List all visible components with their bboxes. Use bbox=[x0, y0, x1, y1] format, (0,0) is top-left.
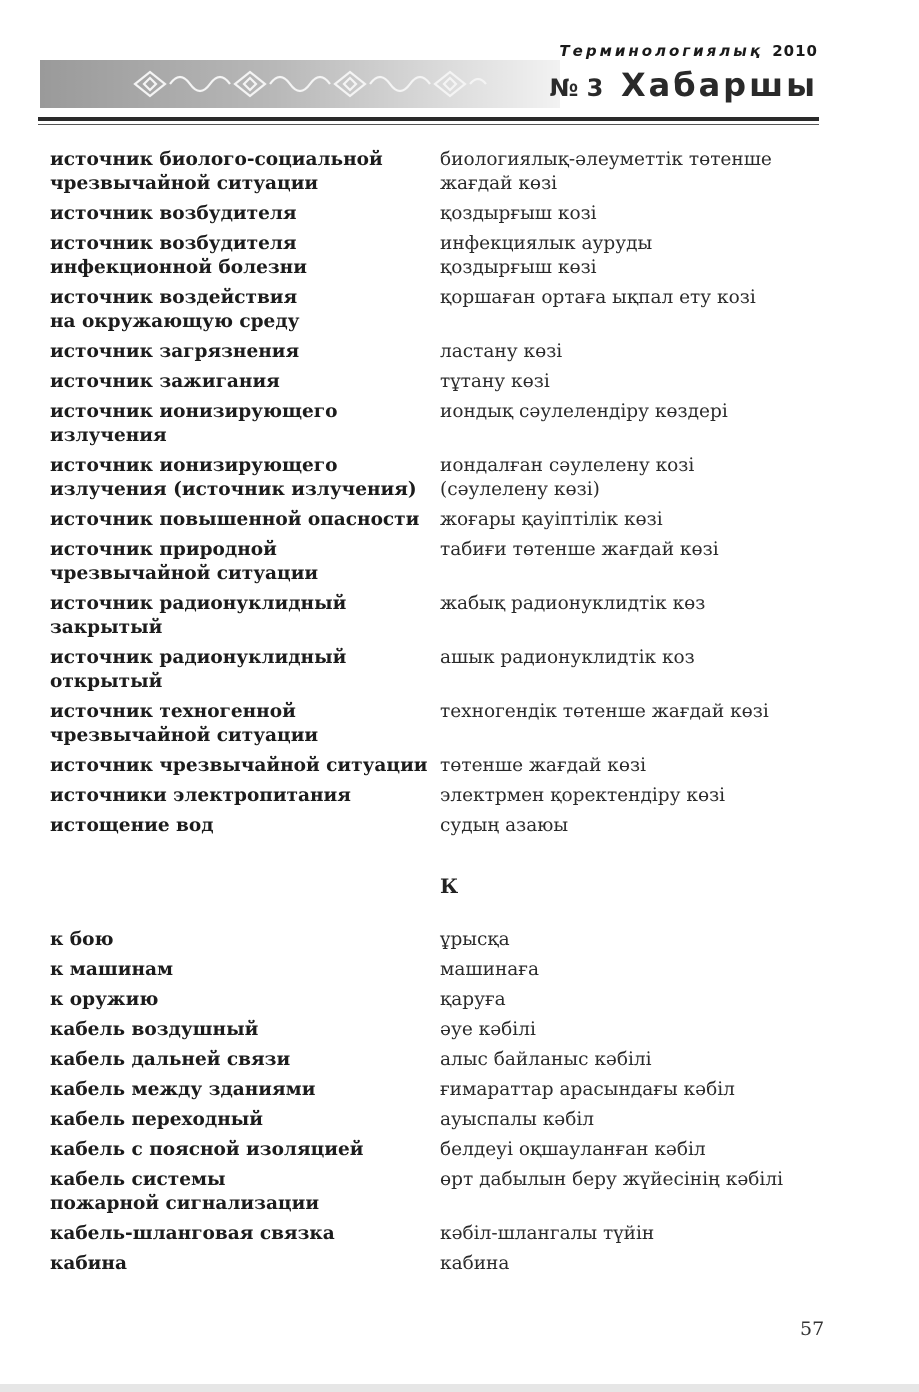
term-russian: кабель воздушный bbox=[50, 1019, 259, 1040]
term-russian: истощение вод bbox=[50, 815, 214, 836]
kazakh-ornament-icon bbox=[130, 66, 490, 102]
term-russian: к машинам bbox=[50, 959, 174, 980]
term-kazakh: ұрысқа bbox=[440, 929, 510, 950]
term-kazakh: биологиялық-әлеуметтік төтенше жағдай көзі bbox=[440, 149, 772, 194]
term-russian: к оружию bbox=[50, 989, 159, 1010]
term-russian: источник ионизирующего излучения bbox=[50, 401, 338, 446]
term-russian: источник радионуклидный закрытый bbox=[50, 593, 347, 638]
glossary-entry bbox=[50, 340, 830, 364]
glossary-entry bbox=[50, 370, 830, 394]
term-kazakh: иондалған сәулелену козі (сәулелену көзі) bbox=[440, 455, 695, 500]
glossary-entry bbox=[50, 232, 830, 280]
term-russian: источник биолого-социальной чрезвычайной ситуации bbox=[50, 149, 383, 194]
term-russian: источник воздействия на окружающую среду bbox=[50, 287, 300, 332]
glossary-entry bbox=[50, 928, 830, 952]
page-header bbox=[0, 0, 919, 130]
term-russian: источник радионуклидный открытый bbox=[50, 647, 347, 692]
glossary-entry bbox=[50, 1018, 830, 1042]
term-kazakh: өрт дабылын беру жүйесінің кәбілі bbox=[440, 1169, 784, 1190]
glossary-entry bbox=[50, 1108, 830, 1132]
term-russian: источники электропитания bbox=[50, 785, 351, 806]
term-russian: источник техногенной чрезвычайной ситуации bbox=[50, 701, 319, 746]
term-kazakh: инфекциялык ауруды қоздырғыш көзі bbox=[440, 233, 653, 278]
term-russian: кабина bbox=[50, 1253, 127, 1274]
term-russian: кабель системы пожарной сигнализации bbox=[50, 1169, 320, 1214]
term-kazakh: қоздырғыш козі bbox=[440, 203, 597, 224]
term-russian: источник чрезвычайной ситуации bbox=[50, 755, 428, 776]
glossary-entry bbox=[50, 400, 830, 448]
term-kazakh: жабық радионуклидтік көз bbox=[440, 593, 706, 614]
glossary-entry bbox=[50, 1048, 830, 1072]
glossary-entry bbox=[50, 1252, 830, 1276]
term-russian: источник природной чрезвычайной ситуации bbox=[50, 539, 319, 584]
issue-title: Хабаршы bbox=[620, 66, 818, 104]
glossary-entry bbox=[50, 508, 830, 532]
glossary-entry bbox=[50, 592, 830, 640]
term-kazakh: ластану көзі bbox=[440, 341, 563, 362]
term-kazakh: ашык радионуклидтік коз bbox=[440, 647, 695, 668]
glossary-entry bbox=[50, 1078, 830, 1102]
glossary-entry bbox=[50, 202, 830, 226]
glossary-entry bbox=[50, 454, 830, 502]
glossary-entry bbox=[50, 1168, 830, 1216]
header-rule-thin bbox=[38, 124, 819, 125]
glossary-section-i bbox=[50, 148, 830, 844]
glossary-entry bbox=[50, 1138, 830, 1162]
term-russian: источник возбудителя bbox=[50, 203, 297, 224]
term-kazakh: қоршаған ортаға ықпал ету козі bbox=[440, 287, 756, 308]
scan-bottom-edge bbox=[0, 1384, 919, 1392]
term-kazakh: жоғары қауіптілік көзі bbox=[440, 509, 663, 530]
term-kazakh: техногендік төтенше жағдай көзі bbox=[440, 701, 769, 722]
term-russian: источник ионизирующего излучения (источник излучения) bbox=[50, 455, 417, 500]
glossary-entry bbox=[50, 958, 830, 982]
glossary-entry bbox=[50, 538, 830, 586]
term-kazakh: кабина bbox=[440, 1253, 510, 1274]
term-russian: к бою bbox=[50, 929, 114, 950]
glossary-entry bbox=[50, 988, 830, 1012]
glossary-entry bbox=[50, 286, 830, 334]
page-number: 57 bbox=[800, 1318, 825, 1340]
glossary-section-k bbox=[50, 928, 830, 1282]
term-kazakh: ғимараттар арасындағы кәбіл bbox=[440, 1079, 735, 1100]
term-russian: кабель между зданиями bbox=[50, 1079, 316, 1100]
term-kazakh: кәбіл-шлангалы түйін bbox=[440, 1223, 655, 1244]
section-letter: К bbox=[440, 874, 459, 898]
issue-row bbox=[549, 66, 818, 104]
term-kazakh: электрмен қоректендіру көзі bbox=[440, 785, 726, 806]
glossary-entry bbox=[50, 646, 830, 694]
term-kazakh: тұтану көзі bbox=[440, 371, 550, 392]
term-russian: кабель с поясной изоляцией bbox=[50, 1139, 364, 1160]
header-banner bbox=[40, 60, 560, 108]
term-kazakh: иондық сәулелендіру көздері bbox=[440, 401, 728, 422]
term-russian: источник загрязнения bbox=[50, 341, 300, 362]
journal-heading bbox=[559, 42, 818, 60]
glossary-entry bbox=[50, 784, 830, 808]
glossary-entry bbox=[50, 814, 830, 838]
term-kazakh: алыс байланыс кәбілі bbox=[440, 1049, 652, 1070]
journal-year: 2010 bbox=[772, 42, 818, 60]
glossary-entry bbox=[50, 700, 830, 748]
glossary-entry bbox=[50, 1222, 830, 1246]
header-rule-thick bbox=[38, 117, 819, 121]
glossary-entry bbox=[50, 148, 830, 196]
term-russian: кабель дальней связи bbox=[50, 1049, 291, 1070]
term-kazakh: белдеуі оқшауланған кәбіл bbox=[440, 1139, 706, 1160]
glossary-entry bbox=[50, 754, 830, 778]
term-russian: источник возбудителя инфекционной болезни bbox=[50, 233, 307, 278]
term-russian: кабель-шланговая связка bbox=[50, 1223, 335, 1244]
term-russian: кабель переходный bbox=[50, 1109, 264, 1130]
term-kazakh: ауыспалы кәбіл bbox=[440, 1109, 595, 1130]
term-kazakh: табиғи төтенше жағдай көзі bbox=[440, 539, 719, 560]
journal-name: Терминологиялық bbox=[559, 42, 764, 60]
term-kazakh: төтенше жағдай көзі bbox=[440, 755, 646, 776]
term-kazakh: судың азаюы bbox=[440, 815, 569, 836]
term-kazakh: әуе кәбілі bbox=[440, 1019, 536, 1040]
issue-number: № 3 bbox=[549, 74, 604, 102]
term-kazakh: машинаға bbox=[440, 959, 540, 980]
term-russian: источник повышенной опасности bbox=[50, 509, 420, 530]
term-kazakh: қаруға bbox=[440, 989, 506, 1010]
term-russian: источник зажигания bbox=[50, 371, 280, 392]
